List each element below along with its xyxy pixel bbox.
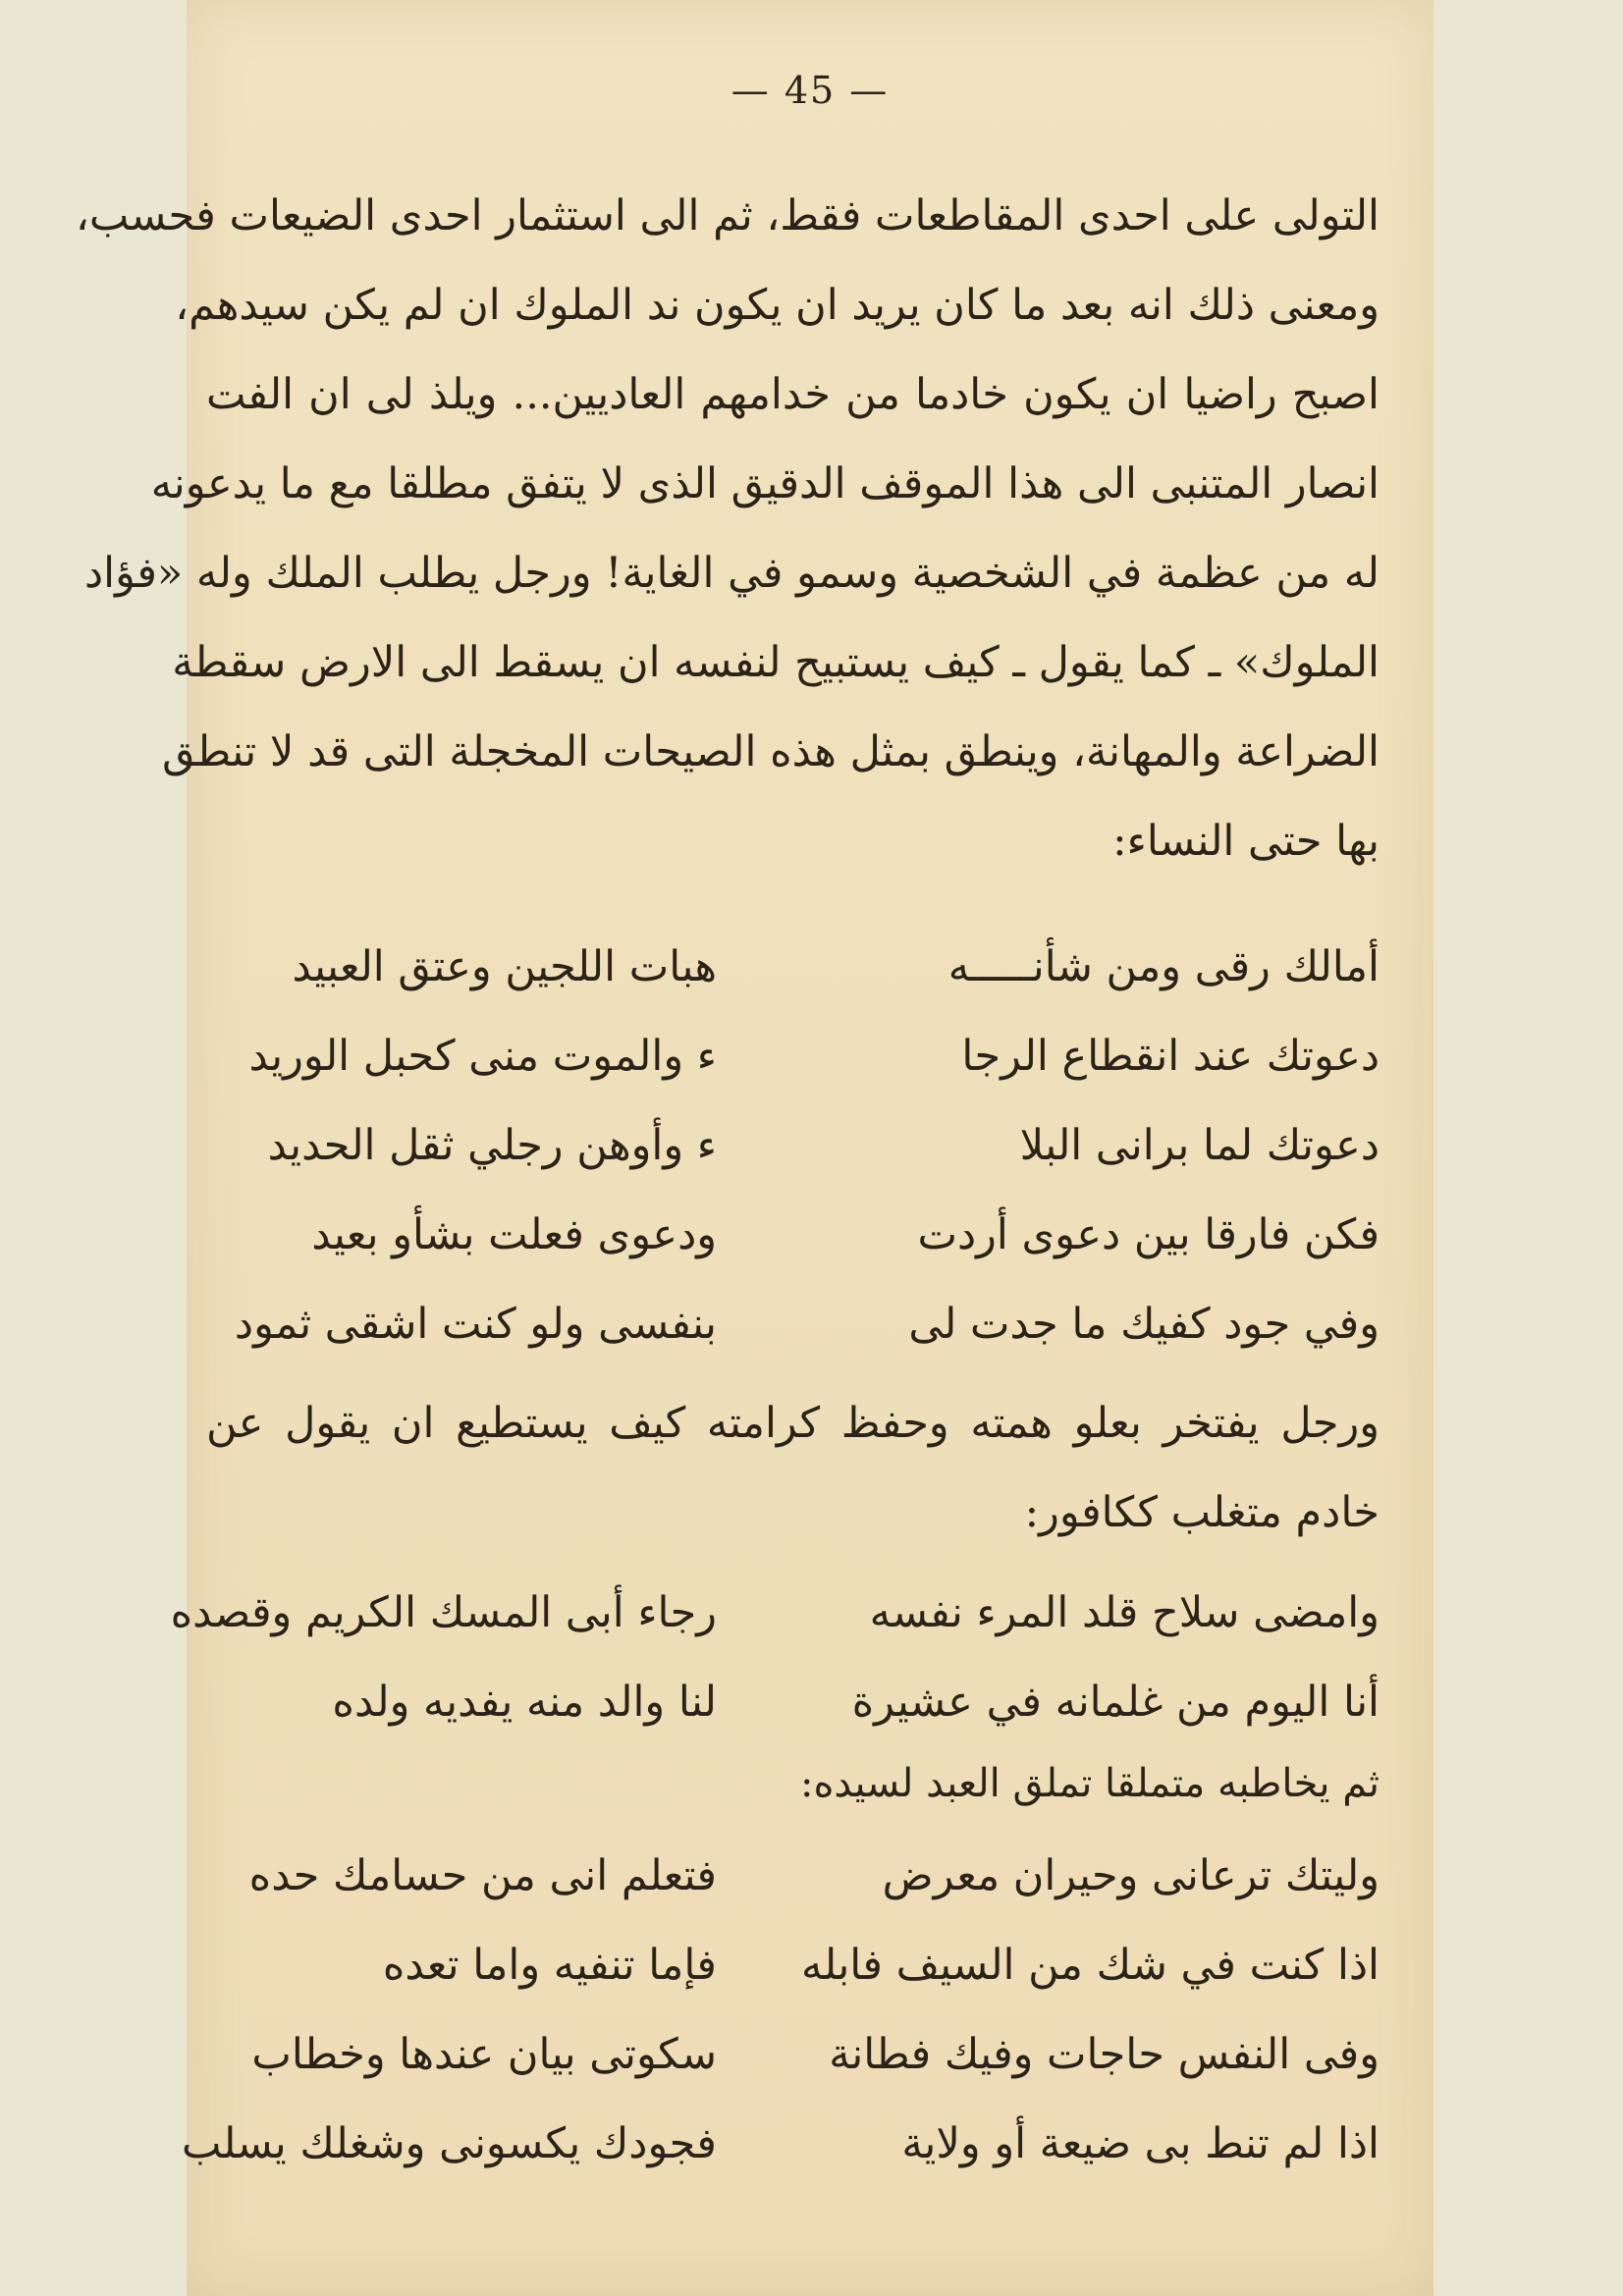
paragraph-3: ثم يخاطبه متملقا تملق العبد لسيده: [800, 1761, 1380, 1806]
verse-couplet [181, 2100, 1380, 2189]
verse-couplet [206, 1191, 1380, 1280]
verse-couplet [206, 1101, 1380, 1191]
verse-couplet [206, 1012, 1380, 1101]
verse-second-hemistich: لنا والد منه يفديه ولده [332, 1678, 717, 1727]
verse-second-hemistich: بنفسى ولو كنت اشقى ثمود [234, 1300, 717, 1349]
text-line: التولى على احدى المقاطعات فقط، ثم الى استثمار احدى الضيعات فحسب، [76, 191, 1380, 240]
text-line: ومعنى ذلك انه بعد ما كان يريد ان يكون ند الملوك ان لم يكن سيدهم، [175, 281, 1380, 330]
verse-couplet [206, 1921, 1380, 2010]
verse-first-hemistich: وفي جود كفيك ما جدت لى [908, 1300, 1380, 1349]
text-line: ورجل يفتخر بعلو همته وحفظ كرامته كيف يستطيع ان يقول عن [206, 1399, 1380, 1448]
text-line: له من عظمة في الشخصية وسمو في الغاية! ورجل يطلب الملك وله «فؤاد [84, 549, 1380, 598]
verse-second-hemistich: سكوتى بيان عندها وخطاب [251, 2030, 717, 2079]
poem-verses-2 [170, 1569, 1380, 1747]
verse-first-hemistich: وليتك ترعانى وحيران معرض [882, 1851, 1380, 1900]
paragraph-1 [76, 172, 1380, 886]
text-line: خادم متغلب ككافور: [1024, 1488, 1380, 1537]
book-page [76, 0, 1434, 2296]
verse-couplet [206, 1832, 1380, 1921]
verse-first-hemistich: اذا كنت في شك من السيف فابله [801, 1941, 1380, 1990]
verse-first-hemistich: وفى النفس حاجات وفيك فطانة [829, 2030, 1380, 2079]
verse-couplet [206, 1280, 1380, 1369]
verse-first-hemistich: أنا اليوم من غلمانه في عشيرة [851, 1678, 1380, 1727]
verse-first-hemistich: أمالك رقى ومن شأنـــــه [947, 942, 1380, 991]
page-number: — 45 — [730, 69, 890, 112]
verse-second-hemistich: هبات اللجين وعتق العبيد [292, 942, 717, 991]
text-line: الملوك» ـ كما يقول ـ كيف يستبيح لنفسه ان يسقط الى الارض سقطة [172, 638, 1380, 687]
poem-verses-1 [206, 923, 1380, 1369]
verse-first-hemistich: دعوتك عند انقطاع الرجا [961, 1032, 1380, 1081]
verse-second-hemistich: ء والموت منى كحبل الوريد [248, 1032, 717, 1081]
verse-second-hemistich: رجاء أبى المسك الكريم وقصده [170, 1588, 717, 1637]
verse-second-hemistich: ودعوى فعلت بشأو بعيد [311, 1210, 717, 1259]
text-line: اصبح راضيا ان يكون خادما من خدامهم العاديين... ويلذ لى ان الفت [206, 370, 1380, 419]
verse-couplet [206, 1658, 1380, 1747]
verse-couplet [206, 923, 1380, 1012]
verse-couplet [206, 2010, 1380, 2100]
verse-second-hemistich: فتعلم انى من حسامك حده [248, 1851, 717, 1900]
paragraph-2 [206, 1379, 1380, 1558]
verse-second-hemistich: فإما تنفيه واما تعده [382, 1941, 717, 1990]
verse-first-hemistich: اذا لم تنط بى ضيعة أو ولاية [901, 2119, 1380, 2168]
verse-first-hemistich: وامضى سلاح قلد المرء نفسه [869, 1588, 1380, 1637]
text-line: الضراعة والمهانة، وينطق بمثل هذه الصيحات المخجلة التى قد لا تنطق [162, 727, 1380, 776]
text-line: بها حتى النساء: [1112, 817, 1380, 866]
verse-second-hemistich: ء وأوهن رجلي ثقل الحديد [267, 1121, 717, 1170]
verse-second-hemistich: فجودك يكسونى وشغلك يسلب [181, 2119, 717, 2168]
verse-first-hemistich: دعوتك لما برانى البلا [1019, 1121, 1380, 1170]
verse-first-hemistich: فكن فارقا بين دعوى أردت [917, 1210, 1380, 1259]
text-line: انصار المتنبى الى هذا الموقف الدقيق الذى لا يتفق مطلقا مع ما يدعونه [150, 459, 1380, 508]
poem-verses-3 [181, 1832, 1380, 2189]
verse-couplet [170, 1569, 1380, 1658]
